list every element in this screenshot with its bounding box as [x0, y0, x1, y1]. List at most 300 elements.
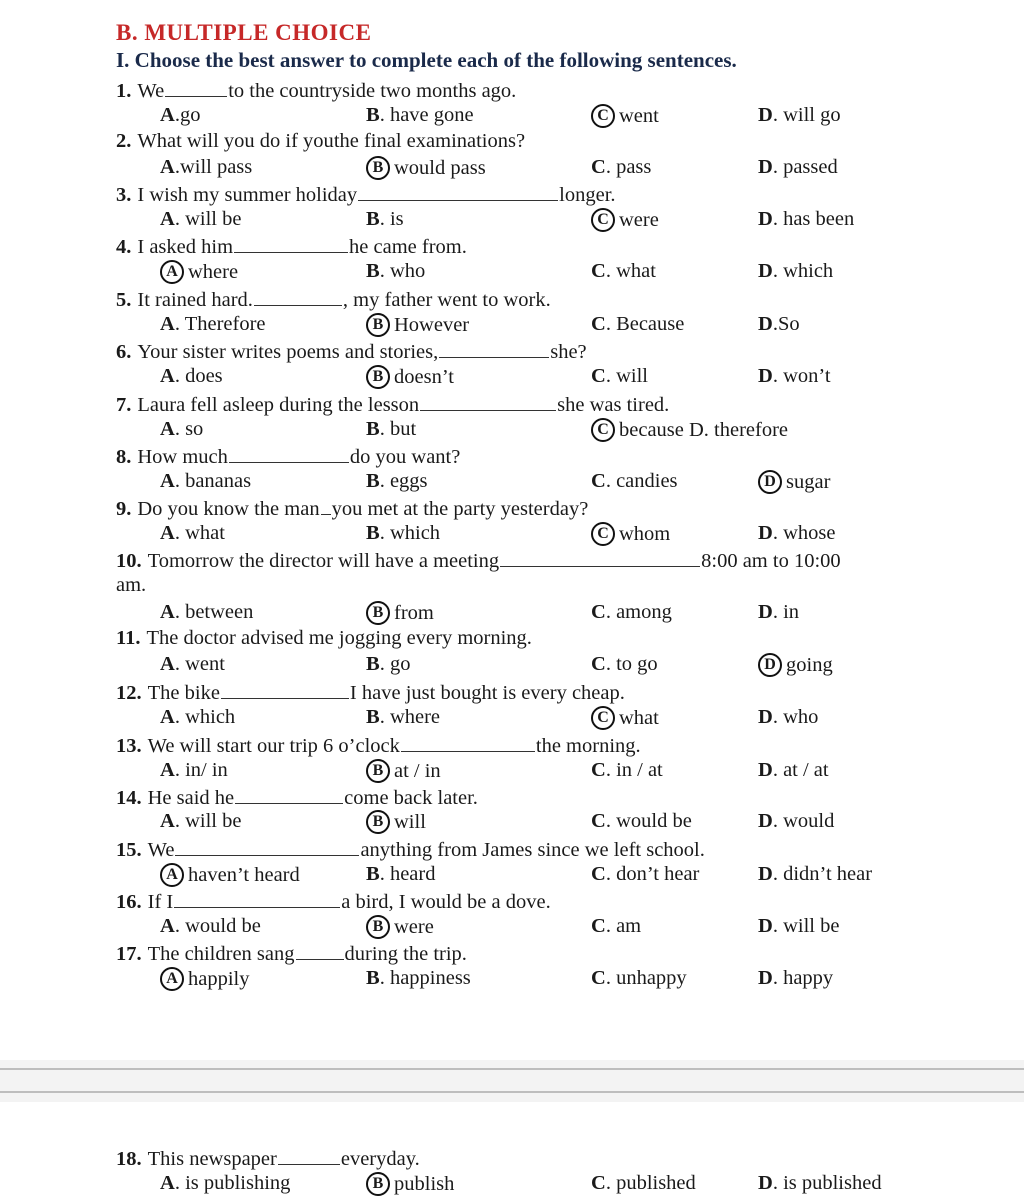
option-letter: D — [758, 522, 773, 544]
option-letter: A — [160, 915, 175, 937]
option-text: . so — [174, 418, 204, 440]
option-a[interactable] — [160, 156, 252, 179]
option-text: . has been — [772, 208, 855, 230]
answer-blank[interactable] — [175, 837, 359, 856]
option-a[interactable] — [160, 260, 238, 284]
option-text: would pass — [394, 157, 486, 179]
question-1 — [116, 78, 516, 103]
option-letter: B — [366, 967, 380, 989]
option-c[interactable] — [591, 601, 672, 624]
circled-answer-letter: C — [591, 418, 615, 442]
option-a[interactable] — [160, 313, 266, 336]
option-letter: A — [160, 470, 175, 492]
option-text: . would be — [605, 810, 692, 832]
option-a[interactable] — [160, 706, 235, 729]
option-d[interactable] — [758, 601, 799, 624]
answer-blank[interactable] — [439, 339, 549, 358]
circled-answer-letter: B — [366, 156, 390, 180]
option-letter: C — [591, 313, 606, 335]
option-c[interactable] — [591, 470, 678, 493]
question-text: It rained hard. — [137, 289, 253, 311]
answer-blank[interactable] — [278, 1146, 340, 1165]
question-number: 11. — [116, 627, 141, 649]
option-d[interactable] — [758, 522, 835, 545]
option-d[interactable] — [758, 104, 841, 127]
option-b[interactable] — [366, 470, 428, 493]
option-text: . go — [379, 653, 411, 675]
circled-answer-letter: A — [160, 260, 184, 284]
option-letter: C — [591, 601, 606, 623]
option-c[interactable] — [591, 653, 658, 676]
option-text: . am — [605, 915, 642, 937]
question-text: What will you do if you — [137, 130, 334, 152]
option-text: . who — [379, 260, 426, 282]
option-b[interactable] — [366, 706, 440, 729]
question-text: come back later. — [344, 787, 478, 809]
option-b[interactable] — [366, 653, 410, 676]
circled-answer-letter: B — [366, 365, 390, 389]
option-text: . won’t — [772, 365, 831, 387]
option-letter: B — [366, 653, 380, 675]
option-text: . passed — [772, 156, 838, 178]
option-letter: C — [591, 759, 606, 781]
option-c[interactable] — [591, 1172, 696, 1195]
option-c[interactable] — [591, 810, 692, 833]
option-a[interactable] — [160, 470, 251, 493]
option-c[interactable] — [591, 313, 684, 336]
option-b[interactable] — [366, 313, 469, 337]
option-letter: D — [758, 104, 773, 126]
question-14 — [116, 785, 478, 810]
question-number: 17. — [116, 943, 142, 965]
question-9 — [116, 496, 588, 521]
question-text: Laura fell asleep during the lesson — [137, 394, 420, 416]
option-a[interactable] — [160, 653, 225, 676]
question-text: If I — [147, 891, 174, 913]
question-text: Tomorrow the director will have a meeting — [147, 550, 500, 572]
question-number: 13. — [116, 735, 142, 757]
question-text: during the trip. — [344, 943, 467, 965]
question-text: I asked him — [137, 236, 234, 258]
option-b[interactable] — [366, 601, 434, 625]
circled-answer-letter: C — [591, 208, 615, 232]
option-letter: C — [591, 967, 606, 989]
option-letter: B — [366, 260, 380, 282]
option-a[interactable] — [160, 208, 241, 231]
option-b[interactable] — [366, 759, 441, 783]
option-letter: A — [160, 418, 175, 440]
question-13 — [116, 733, 641, 758]
option-c[interactable] — [591, 365, 648, 388]
option-a[interactable] — [160, 759, 228, 782]
option-text: . would — [772, 810, 835, 832]
question-number: 16. — [116, 891, 142, 913]
option-text: However — [394, 314, 470, 336]
option-letter: B — [366, 522, 380, 544]
circled-answer-letter: B — [366, 810, 390, 834]
option-text: . among — [605, 601, 672, 623]
option-c[interactable] — [591, 967, 687, 990]
option-letter: B — [366, 104, 380, 126]
option-letter: A — [160, 1172, 175, 1194]
circled-answer-letter: C — [591, 706, 615, 730]
option-text: . candies — [605, 470, 678, 492]
circled-answer-letter: B — [366, 915, 390, 939]
option-a[interactable] — [160, 863, 300, 887]
option-b[interactable] — [366, 522, 440, 545]
question-3 — [116, 182, 616, 207]
option-text: . what — [605, 260, 656, 282]
circled-answer-letter: B — [366, 601, 390, 625]
option-text: . which — [772, 260, 834, 282]
option-letter: D — [758, 601, 773, 623]
option-d[interactable] — [758, 470, 830, 494]
circled-answer-letter: B — [366, 759, 390, 783]
option-text: . is — [379, 208, 404, 230]
option-text: what — [619, 707, 659, 729]
option-d[interactable] — [758, 1172, 882, 1195]
option-text: . to go — [605, 653, 658, 675]
question-number: 15. — [116, 839, 142, 861]
option-letter: D — [758, 915, 773, 937]
option-c[interactable] — [591, 915, 641, 938]
option-text: . happiness — [379, 967, 471, 989]
question-text: everyday. — [340, 1148, 420, 1170]
option-letter: B — [366, 863, 380, 885]
option-c[interactable] — [591, 863, 699, 886]
option-letter: D — [758, 156, 773, 178]
option-a[interactable] — [160, 967, 250, 991]
answer-blank[interactable] — [500, 548, 700, 567]
question-text: to the countryside two months ago. — [228, 80, 517, 102]
option-text: where — [188, 261, 239, 283]
question-continuation: am. — [116, 574, 147, 596]
option-text: haven’t heard — [188, 864, 300, 886]
option-letter: A — [160, 365, 175, 387]
answer-blank[interactable] — [420, 392, 556, 411]
option-b[interactable] — [366, 863, 435, 886]
option-c[interactable] — [591, 706, 659, 730]
option-letter: C — [591, 365, 606, 387]
option-a[interactable] — [160, 601, 253, 624]
option-text: . which — [379, 522, 441, 544]
option-d[interactable] — [758, 810, 834, 833]
option-letter: C — [591, 1172, 606, 1194]
option-a[interactable] — [160, 418, 203, 441]
question-text: he came from. — [349, 236, 467, 258]
option-b[interactable] — [366, 365, 454, 389]
option-c[interactable] — [591, 260, 656, 283]
question-number: 2. — [116, 130, 132, 152]
option-letter: C — [591, 915, 606, 937]
option-letter: D — [758, 313, 773, 335]
answer-blank[interactable] — [235, 785, 343, 804]
circled-answer-letter: A — [160, 863, 184, 887]
question-number: 5. — [116, 289, 132, 311]
option-letter: D — [758, 1172, 773, 1194]
option-text: . between — [174, 601, 254, 623]
option-a[interactable] — [160, 915, 261, 938]
question-text: We — [147, 839, 175, 861]
answer-blank[interactable] — [174, 889, 340, 908]
answer-blank[interactable] — [229, 444, 349, 463]
circled-answer-letter: B — [366, 1172, 390, 1196]
option-text: . Therefore — [174, 313, 266, 335]
option-letter: D — [758, 260, 773, 282]
option-letter: A — [160, 810, 175, 832]
option-text: . Because — [605, 313, 685, 335]
option-text: . happy — [772, 967, 834, 989]
question-text: the morning. — [535, 735, 641, 757]
option-text: . pass — [605, 156, 652, 178]
option-text: will — [394, 811, 426, 833]
question-4 — [116, 234, 467, 259]
option-letter: D — [758, 365, 773, 387]
question-text: Do you know the man — [137, 498, 320, 520]
option-text: .go — [174, 104, 201, 126]
option-text: at / in — [394, 760, 441, 782]
option-text: . will be — [174, 810, 242, 832]
question-text: , my father went to work. — [342, 289, 551, 311]
question-text: do you want? — [349, 446, 461, 468]
option-text: . heard — [379, 863, 436, 885]
option-c[interactable] — [591, 759, 663, 782]
option-text: . which — [174, 706, 236, 728]
option-text: . will — [605, 365, 648, 387]
question-number: 7. — [116, 394, 132, 416]
option-letter: B — [366, 418, 380, 440]
option-letter: D — [758, 863, 773, 885]
question-number: 10. — [116, 550, 142, 572]
answer-blank[interactable] — [358, 182, 558, 201]
option-letter: C — [591, 653, 606, 675]
option-b[interactable] — [366, 810, 426, 834]
option-letter: D — [758, 706, 773, 728]
option-text: . in/ in — [174, 759, 228, 781]
question-number: 14. — [116, 787, 142, 809]
option-letter: A — [160, 104, 175, 126]
question-18 — [116, 1146, 420, 1171]
option-c[interactable] — [591, 418, 788, 442]
option-d[interactable] — [758, 967, 833, 990]
question-text: she? — [550, 341, 587, 363]
option-text: were — [619, 209, 659, 231]
option-c[interactable] — [591, 156, 651, 179]
option-text: . in / at — [605, 759, 663, 781]
question-text: she was tired. — [557, 394, 670, 416]
option-d[interactable] — [758, 706, 818, 729]
option-letter: D — [758, 967, 773, 989]
question-text: The doctor advised me jogging every morning. — [146, 627, 532, 649]
option-letter: A — [160, 653, 175, 675]
question-text: The bike — [147, 682, 220, 704]
option-b[interactable] — [366, 915, 434, 939]
option-d[interactable] — [758, 863, 872, 886]
worksheet-page-2 — [0, 1102, 1024, 1197]
option-text: . don’t hear — [605, 863, 700, 885]
question-7 — [116, 392, 669, 417]
question-17 — [116, 941, 467, 966]
option-letter: D — [758, 759, 773, 781]
option-text: .will pass — [174, 156, 253, 178]
option-a[interactable] — [160, 1172, 290, 1195]
option-a[interactable] — [160, 365, 223, 388]
option-letter: A — [160, 706, 175, 728]
question-number: 8. — [116, 446, 132, 468]
answer-blank[interactable] — [165, 78, 227, 97]
question-15 — [116, 837, 705, 862]
option-d[interactable] — [758, 156, 838, 179]
option-c[interactable] — [591, 208, 659, 232]
option-d[interactable] — [758, 365, 831, 388]
question-text: you met at the party yesterday? — [331, 498, 589, 520]
question-number: 3. — [116, 184, 132, 206]
option-text: . in — [772, 601, 800, 623]
option-text: . will go — [772, 104, 841, 126]
option-d[interactable] — [758, 653, 833, 677]
option-letter: B — [366, 706, 380, 728]
option-c[interactable] — [591, 104, 659, 128]
question-2 — [116, 130, 525, 153]
option-letter: A — [160, 759, 175, 781]
circled-answer-letter: B — [366, 313, 390, 337]
question-text: 8:00 am to 10:00 — [701, 550, 841, 572]
option-text: . didn’t hear — [772, 863, 873, 885]
option-text: . is publishing — [174, 1172, 291, 1194]
option-letter: B — [366, 470, 380, 492]
option-text: . will be — [174, 208, 242, 230]
option-letter: A — [160, 208, 175, 230]
section-title: B. MULTIPLE CHOICE — [116, 20, 372, 45]
option-b[interactable] — [366, 260, 425, 283]
option-b[interactable] — [366, 418, 416, 441]
option-text: . who — [772, 706, 819, 728]
question-11 — [116, 627, 532, 650]
option-letter: C — [591, 863, 606, 885]
question-10 — [116, 548, 841, 573]
option-letter: D — [758, 208, 773, 230]
option-text: publish — [394, 1173, 455, 1195]
option-b[interactable] — [366, 1172, 454, 1196]
option-a[interactable] — [160, 522, 225, 545]
option-letter: B — [366, 208, 380, 230]
option-text: . have gone — [379, 104, 474, 126]
option-letter: A — [160, 522, 175, 544]
question-number: 12. — [116, 682, 142, 704]
question-text: This newspaper — [147, 1148, 277, 1170]
option-b[interactable] — [366, 104, 474, 127]
answer-blank[interactable] — [221, 680, 349, 699]
question-text: I have just bought is every cheap. — [349, 682, 625, 704]
question-12 — [116, 680, 625, 705]
page-divider — [0, 1060, 1024, 1102]
question-text: I wish my summer holiday — [137, 184, 358, 206]
answer-blank[interactable] — [321, 496, 331, 515]
option-text: . unhappy — [605, 967, 687, 989]
option-letter: C — [591, 470, 606, 492]
circled-answer-letter: D — [758, 470, 782, 494]
answer-blank[interactable] — [296, 941, 344, 960]
question-6 — [116, 339, 587, 364]
option-text: . went — [174, 653, 225, 675]
question-text: longer. — [559, 184, 616, 206]
option-text: going — [786, 654, 833, 676]
option-text: . will be — [772, 915, 840, 937]
circled-answer-letter: D — [758, 653, 782, 677]
question-text: We — [137, 80, 165, 102]
option-text: . does — [174, 365, 223, 387]
question-number: 18. — [116, 1148, 142, 1170]
option-text: . at / at — [772, 759, 829, 781]
option-b[interactable] — [366, 967, 471, 990]
option-text: from — [394, 602, 434, 624]
answer-blank[interactable] — [401, 733, 535, 752]
option-b[interactable] — [366, 208, 404, 231]
option-d[interactable] — [758, 759, 829, 782]
option-letter: A — [160, 156, 175, 178]
option-letter: C — [591, 156, 606, 178]
option-text: . is published — [772, 1172, 882, 1194]
option-a[interactable] — [160, 810, 241, 833]
question-number: 6. — [116, 341, 132, 363]
question-text: He said he — [147, 787, 235, 809]
option-text: were — [394, 916, 434, 938]
option-text: . but — [379, 418, 417, 440]
question-text: anything from James since we left school. — [360, 839, 705, 861]
option-d[interactable] — [758, 915, 839, 938]
option-b[interactable] — [366, 156, 486, 180]
option-text: . where — [379, 706, 441, 728]
question-text: We will start our trip 6 o’clock — [147, 735, 400, 757]
question-16 — [116, 889, 551, 914]
question-5 — [116, 287, 551, 312]
option-d[interactable] — [758, 313, 800, 336]
option-text: . would be — [174, 915, 261, 937]
circled-answer-letter: C — [591, 522, 615, 546]
instruction: I. Choose the best answer to complete each of the following sentences. — [116, 48, 737, 72]
answer-blank[interactable] — [254, 287, 342, 306]
question-number: 4. — [116, 236, 132, 258]
question-text: How much — [137, 446, 228, 468]
option-text: . eggs — [379, 470, 428, 492]
option-text: .So — [772, 313, 800, 335]
question-text: a bird, I would be a dove. — [341, 891, 551, 913]
question-text: The children sang — [147, 943, 295, 965]
option-a[interactable] — [160, 104, 200, 127]
option-text: . bananas — [174, 470, 252, 492]
option-text: sugar — [786, 471, 831, 493]
divider-line — [0, 1091, 1024, 1093]
question-text: Your sister writes poems and stories, — [137, 341, 439, 363]
circled-answer-letter: A — [160, 967, 184, 991]
answer-blank[interactable] — [234, 234, 348, 253]
option-letter: C — [591, 810, 606, 832]
option-d[interactable] — [758, 208, 854, 231]
option-text: doesn’t — [394, 366, 454, 388]
option-letter: A — [160, 601, 175, 623]
option-text: whom — [619, 523, 671, 545]
option-letter: D — [758, 810, 773, 832]
option-text: . published — [605, 1172, 696, 1194]
option-c[interactable] — [591, 522, 670, 546]
option-letter: A — [160, 313, 175, 335]
divider-line — [0, 1068, 1024, 1070]
option-text: went — [619, 105, 659, 127]
option-text: happily — [188, 968, 250, 990]
option-text: . what — [174, 522, 225, 544]
option-d[interactable] — [758, 260, 833, 283]
question-number: 1. — [116, 80, 132, 102]
